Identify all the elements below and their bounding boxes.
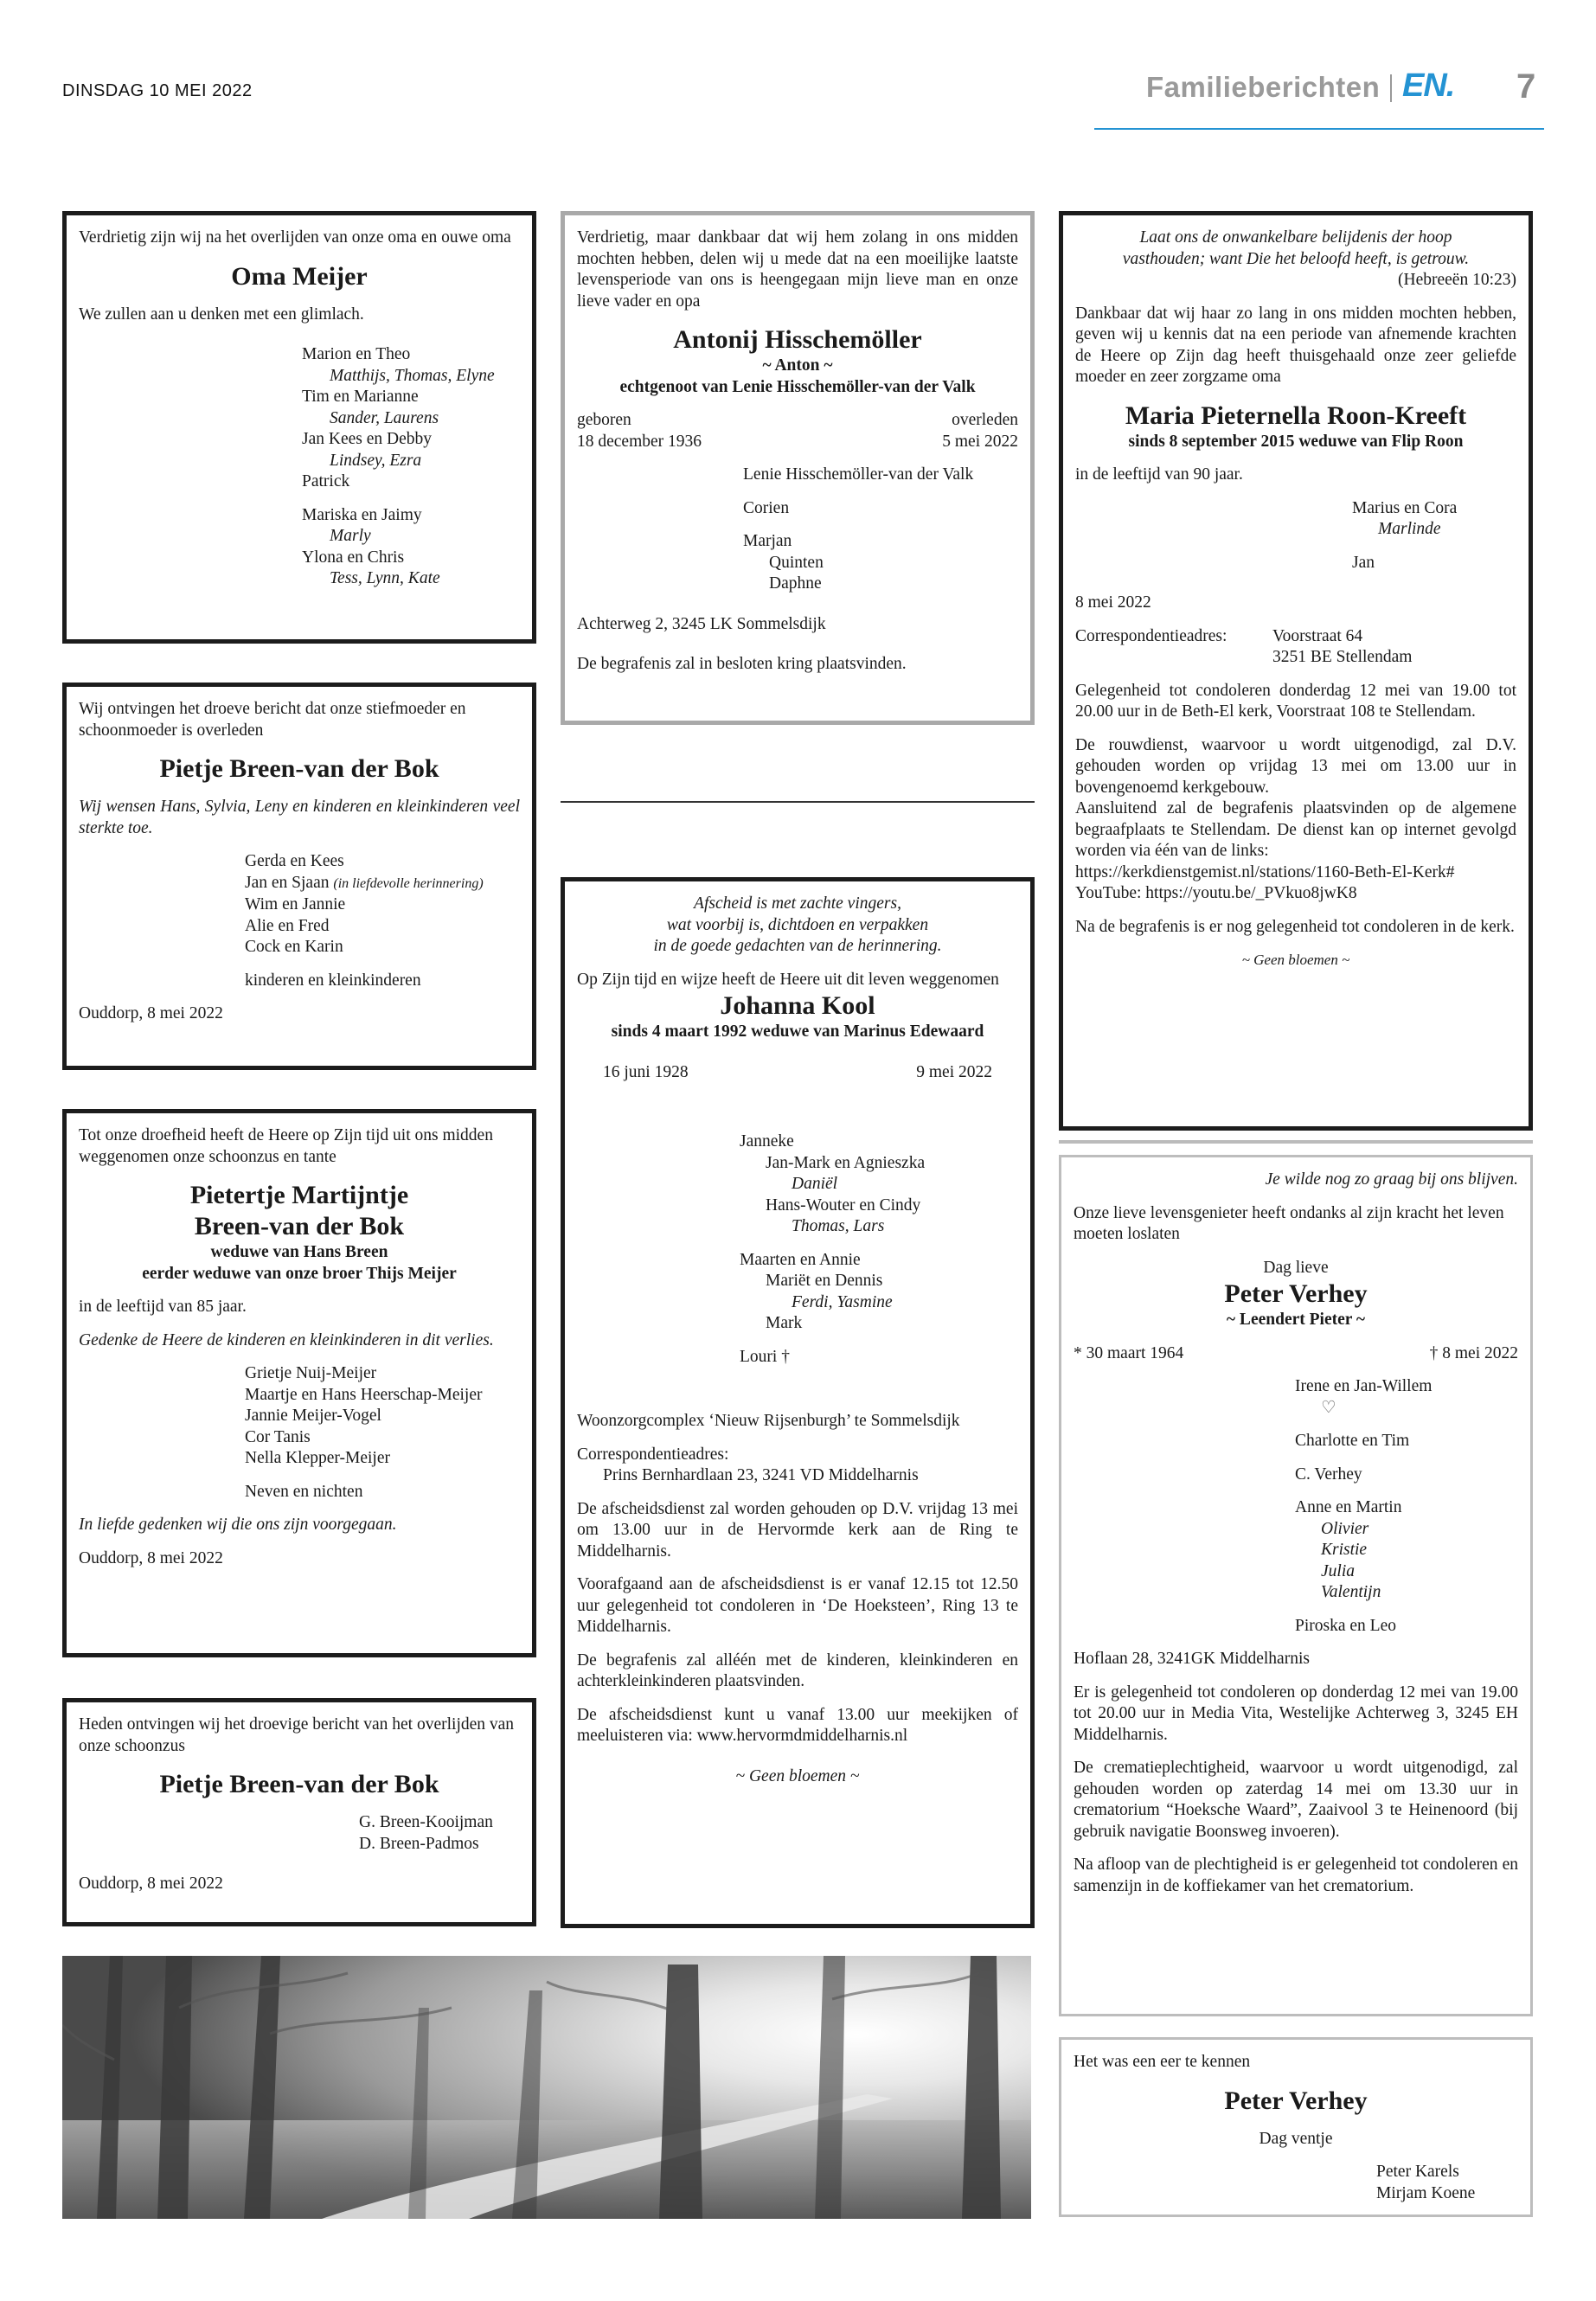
notice-johanna-kool xyxy=(561,877,1035,1928)
deceased-subtitle: weduwe van Hans Breen xyxy=(210,1243,388,1261)
family-children: Marly xyxy=(330,527,371,545)
poem-line: wat voorbij is, dichtdoen en verpakken xyxy=(666,915,929,934)
notice-place-date: Ouddorp, 8 mei 2022 xyxy=(79,1548,223,1567)
family-member: Mariët en Dennis xyxy=(766,1272,883,1290)
notice-place-date: Ouddorp, 8 mei 2022 xyxy=(79,1875,223,1893)
family-member: Jan xyxy=(1352,553,1375,572)
notice-greeting: Dag lieve xyxy=(1263,1258,1329,1277)
notice-peter-verhey-1 xyxy=(1059,1155,1533,2016)
notice-funeral: De begrafenis zal in besloten kring plaatsvinden. xyxy=(577,655,907,673)
family-member: Gerda en Kees xyxy=(245,852,344,870)
deceased-subtitle: sinds 8 september 2015 weduwe van Flip Roon xyxy=(1128,432,1464,451)
section-header xyxy=(1094,67,1544,130)
notice-text: We zullen aan u denken met een glimlach. xyxy=(79,304,364,324)
section-title: Familieberichten xyxy=(1146,71,1381,103)
youtube-link[interactable]: YouTube: https://youtu.be/_PVkuo8jwK8 xyxy=(1075,884,1357,902)
deceased-name: Oma Meijer xyxy=(231,261,368,291)
notice-cremation: De crematieplechtigheid, waarvoor u wordt uitgenodigd, zal gehouden worden op zaterdag 14 mei om 13.30 uur in crematorium “Hoeksche Waard”, Zaaivool 3 te Heinenoord (bij gebruik navigatie Boonsweg invoeren). xyxy=(1074,1759,1518,1841)
family-member: Mark xyxy=(766,1314,803,1332)
notice-intro: Het was een eer te kennen xyxy=(1074,2053,1251,2071)
notice-residence: Woonzorgcomplex ‘Nieuw Rijsenburgh’ te Sommelsdijk xyxy=(577,1412,960,1430)
notice-address: Achterweg 2, 3245 LK Sommelsdijk xyxy=(577,614,826,633)
notice-intro: Dankbaar dat wij haar zo lang in ons midden mochten hebben, geven wij u kennis dat na een periode van afnemende krachten de Heere op Zijn dag heeft thuisgehaald onze zeer geliefde moeder en zeer zorgzame oma xyxy=(1075,304,1516,386)
notice-condolence: Gelegenheid tot condoleren donderdag 12 mei van 19.00 tot 20.00 uur in de Beth-El kerk, Voorstraat 108 te Stellendam. xyxy=(1075,681,1516,721)
deceased-nickname: ~ Anton ~ xyxy=(762,356,833,375)
heart-icon: ♡ xyxy=(1321,1398,1336,1417)
column-rule xyxy=(1059,1140,1533,1144)
family-member: Marjan xyxy=(743,532,792,550)
family-member: Nella Klepper-Meijer xyxy=(245,1449,390,1467)
family-member: Marion en Theo xyxy=(302,345,411,363)
notice-age: in de leeftijd van 90 jaar. xyxy=(1075,465,1243,484)
livestream-link[interactable]: https://kerkdienstgemist.nl/stations/1160-Beth-El-Kerk# xyxy=(1075,862,1455,881)
family-member: Charlotte en Tim xyxy=(1295,1432,1410,1450)
notice-age: in de leeftijd van 85 jaar. xyxy=(79,1298,247,1316)
notice-place-date: Ouddorp, 8 mei 2022 xyxy=(79,1004,223,1022)
notice-wish: Wij wensen Hans, Sylvia, Leny en kinderen en kleinkinderen veel sterkte toe. xyxy=(79,798,520,837)
issue-date: DINSDAG 10 MEI 2022 xyxy=(62,81,253,100)
deceased-subtitle: echtgenoot van Lenie Hisschemöller-van der Valk xyxy=(619,377,976,396)
column-rule xyxy=(561,801,1035,803)
life-dates xyxy=(577,1062,1018,1084)
deceased-name: Pietertje Martijntje xyxy=(189,1181,409,1209)
notice-intro: Wij ontvingen het droeve bericht dat onze stiefmoeder en schoonmoeder is overleden xyxy=(79,700,466,740)
family-member: Maarten en Annie xyxy=(740,1250,861,1269)
born-date: 18 december 1936 xyxy=(577,432,702,451)
signatory: G. Breen-Kooijman xyxy=(359,1813,493,1831)
notice-condolence: Er is gelegenheid tot condoleren op donderdag 12 mei van 19.00 tot 20.00 uur in Media Vita, Westelijke Achterweg 3, 3245 EH Middelharnis. xyxy=(1074,1682,1518,1744)
notice-condolence: Voorafgaand aan de afscheidsdienst is er vanaf 12.15 tot 12.50 uur gelegenheid tot condoleren in ‘De Hoeksteen’, Ring 13 te Middelharnis. xyxy=(577,1575,1018,1636)
notice-intro: Tot onze droefheid heeft de Heere op Zijn tijd uit ons midden weggenomen onze schoonzus en tante xyxy=(79,1126,493,1166)
poem-line: Afscheid is met zachte vingers, xyxy=(694,894,901,913)
family-children: Tess, Lynn, Kate xyxy=(330,569,440,587)
died-date: 5 mei 2022 xyxy=(942,432,1018,451)
family-children: Lindsey, Ezra xyxy=(330,451,422,470)
corr-block xyxy=(1075,626,1516,669)
family-child: Daphne xyxy=(769,574,822,593)
no-flowers: ~ Geen bloemen ~ xyxy=(1241,952,1350,968)
family-member: Piroska en Leo xyxy=(1295,1616,1396,1635)
poem-line: in de goede gedachten van de herinnering. xyxy=(653,937,942,955)
family-member: kinderen en kleinkinderen xyxy=(245,971,421,990)
verse-reference: (Hebreeën 10:23) xyxy=(1398,271,1516,289)
deceased-name: Antonij Hisschemöller xyxy=(673,325,922,354)
family-child: Olivier xyxy=(1321,1519,1369,1538)
family-member: Tim en Marianne xyxy=(302,388,419,406)
family-member: Louri † xyxy=(740,1347,790,1366)
family-member: C. Verhey xyxy=(1295,1465,1362,1484)
forest-photo-graphic xyxy=(62,1956,1031,2219)
family-member: Jan Kees en Debby xyxy=(302,430,432,448)
bible-verse: Laat ons de onwankelbare belijdenis der hoop xyxy=(1139,228,1452,247)
notice-intro: Onze lieve levensgenieter heeft ondanks al zijn kracht het leven moeten loslaten xyxy=(1074,1203,1504,1243)
family-member: Lenie Hisschemöller-van der Valk xyxy=(743,465,974,484)
corr-street: Voorstraat 64 xyxy=(1272,626,1363,645)
deceased-subtitle: eerder weduwe van onze broer Thijs Meijer xyxy=(142,1264,457,1283)
born-date: 16 juni 1928 xyxy=(603,1062,689,1081)
notice-peter-verhey-2 xyxy=(1059,2037,1533,2217)
life-dates xyxy=(577,410,1018,452)
notice-after: Na afloop van de plechtigheid is er gelegenheid tot condoleren en samenzijn in de koffiekamer van het crematorium. xyxy=(1074,1856,1518,1895)
corr-address: Prins Bernhardlaan 23, 3241 VD Middelharnis xyxy=(603,1466,919,1484)
notice-service: De rouwdienst, waarvoor u wordt uitgenodigd, zal D.V. gehouden worden op vrijdag 13 mei om 13.00 uur in bovengenoemd kerkgebouw. xyxy=(1075,735,1516,797)
family-member: Jan en Sjaan (in liefdevolle herinnering) xyxy=(245,873,484,892)
notice-intro: Verdrietig, maar dankbaar dat wij hem zolang in ons midden mochten hebben, delen wij u mede dat na een moeilijke laatste levensperiode van ons is heengegaan mijn lieve man en onze lieve vader en opa xyxy=(577,228,1018,311)
header-rule xyxy=(1094,128,1544,130)
family-member: Maartje en Hans Heerschap-Meijer xyxy=(245,1385,483,1404)
died-date: † 8 mei 2022 xyxy=(1429,1343,1518,1362)
header-divider xyxy=(1390,74,1392,102)
family-children: Sander, Laurens xyxy=(330,408,439,427)
born-label: geboren xyxy=(577,411,631,429)
born-date: * 30 maart 1964 xyxy=(1074,1343,1184,1362)
family-member: Grietje Nuij-Meijer xyxy=(245,1364,377,1382)
notice-livestream: De afscheidsdienst kunt u vanaf 13.00 uur meekijken of meeluisteren via: www.hervormdmiddelharnis.nl xyxy=(577,1705,1018,1745)
family-children: Daniël xyxy=(792,1175,838,1193)
notice-greeting: Dag ventje xyxy=(1259,2129,1333,2148)
family-child: Quinten xyxy=(769,553,824,572)
corr-label: Correspondentieadres: xyxy=(577,1445,729,1464)
notice-service: De afscheidsdienst zal worden gehouden op D.V. vrijdag 13 mei om 13.00 uur in de Hervormde kerk aan de Ring te Middelharnis. xyxy=(577,1499,1018,1561)
family-member: Patrick xyxy=(302,472,350,490)
notice-pietje-breen-1 xyxy=(62,683,536,1070)
deceased-name: Breen-van der Bok xyxy=(194,1212,405,1240)
family-member: Ylona en Chris xyxy=(302,548,405,567)
deceased-name: Pietje Breen-van der Bok xyxy=(159,1770,439,1798)
died-label: overleden xyxy=(952,411,1018,429)
family-child: Kristie xyxy=(1321,1541,1368,1559)
page-number: 7 xyxy=(1516,67,1536,106)
notice-maria-roon-kreeft xyxy=(1059,211,1533,1131)
notice-date: 8 mei 2022 xyxy=(1075,593,1151,612)
notice-quote: Je wilde nog zo graag bij ons blijven. xyxy=(1265,1170,1518,1189)
family-member: Cor Tanis xyxy=(245,1427,311,1446)
notice-intro: Op Zijn tijd en wijze heeft de Heere uit dit leven weggenomen xyxy=(577,970,999,989)
notice-closing: In liefde gedenken wij die ons zijn voorgegaan. xyxy=(79,1516,397,1534)
notice-intro: Verdrietig zijn wij na het overlijden van onze oma en ouwe oma xyxy=(79,228,511,247)
family-member: Anne en Martin xyxy=(1295,1498,1402,1516)
deceased-name: Peter Verhey xyxy=(1224,2086,1368,2115)
family-note: (in liefdevolle herinnering) xyxy=(333,875,484,891)
notice-after: Na de begrafenis is er nog gelegenheid tot condoleren in de kerk. xyxy=(1075,917,1515,936)
family-member: Marius en Cora xyxy=(1352,498,1458,517)
forest-path-photo xyxy=(62,1956,1031,2219)
family-children: Thomas, Lars xyxy=(792,1217,885,1235)
family-member: Alie en Fred xyxy=(245,916,330,935)
family-children: Matthijs, Thomas, Elyne xyxy=(330,366,495,385)
died-date: 9 mei 2022 xyxy=(916,1062,992,1081)
deceased-name: Peter Verhey xyxy=(1224,1279,1368,1308)
notice-intro: Heden ontvingen wij het droevige bericht van het overlijden van onze schoonzus xyxy=(79,1715,515,1755)
signatory: Mirjam Koene xyxy=(1376,2183,1476,2202)
corr-city: 3251 BE Stellendam xyxy=(1272,648,1413,666)
family-member: Irene en Jan-Willem xyxy=(1295,1377,1433,1395)
signatory: D. Breen-Padmos xyxy=(359,1834,479,1853)
notice-burial: Aansluitend zal de begrafenis plaatsvinden op de algemene begraafplaats te Stellendam. De dienst kan op internet gevolgd worden via één van de links: xyxy=(1075,799,1516,860)
family-member: Neven en nichten xyxy=(245,1482,363,1501)
notice-oma-meijer xyxy=(62,211,536,644)
notice-pietertje-breen xyxy=(62,1109,536,1657)
deceased-nickname: ~ Leendert Pieter ~ xyxy=(1226,1311,1366,1329)
family-member: Jan-Mark en Agnieszka xyxy=(766,1153,926,1172)
notice-antonij-hisschemoller xyxy=(561,211,1035,725)
deceased-subtitle: sinds 4 maart 1992 weduwe van Marinus Edewaard xyxy=(611,1022,984,1041)
deceased-name: Johanna Kool xyxy=(720,991,875,1020)
deceased-name: Pietje Breen-van der Bok xyxy=(159,754,439,783)
family-member: Mariska en Jaimy xyxy=(302,505,422,524)
signatory: Peter Karels xyxy=(1376,2163,1459,2181)
notice-address: Hoflaan 28, 3241GK Middelharnis xyxy=(1074,1650,1310,1668)
notice-memo: Gedenke de Heere de kinderen en kleinkinderen in dit verlies. xyxy=(79,1330,494,1349)
notice-pietje-breen-2 xyxy=(62,1698,536,1926)
corr-label: Correspondentieadres: xyxy=(1075,626,1227,645)
family-children: Ferdi, Yasmine xyxy=(792,1292,893,1311)
family-member: Wim en Jannie xyxy=(245,895,346,913)
deceased-name: Maria Pieternella Roon-Kreeft xyxy=(1125,401,1467,430)
family-member: Hans-Wouter en Cindy xyxy=(766,1195,921,1215)
family-member: Janneke xyxy=(740,1132,794,1150)
family-child: Julia xyxy=(1321,1561,1355,1580)
bible-verse: vasthouden; want Die het beloofd heeft, is getrouw. xyxy=(1122,249,1470,268)
family-member: Cock en Karin xyxy=(245,938,343,956)
family-children: Marlinde xyxy=(1378,520,1441,538)
family-member: Corien xyxy=(743,498,790,517)
en-logo: EN. xyxy=(1402,67,1455,104)
family-member: Jannie Meijer-Vogel xyxy=(245,1407,381,1425)
life-dates xyxy=(1074,1343,1518,1365)
family-child: Valentijn xyxy=(1321,1583,1381,1601)
no-flowers: ~ Geen bloemen ~ xyxy=(735,1766,860,1785)
notice-burial: De begrafenis zal alléén met de kinderen, kleinkinderen en achterkleinkinderen plaatsvinden. xyxy=(577,1650,1018,1690)
